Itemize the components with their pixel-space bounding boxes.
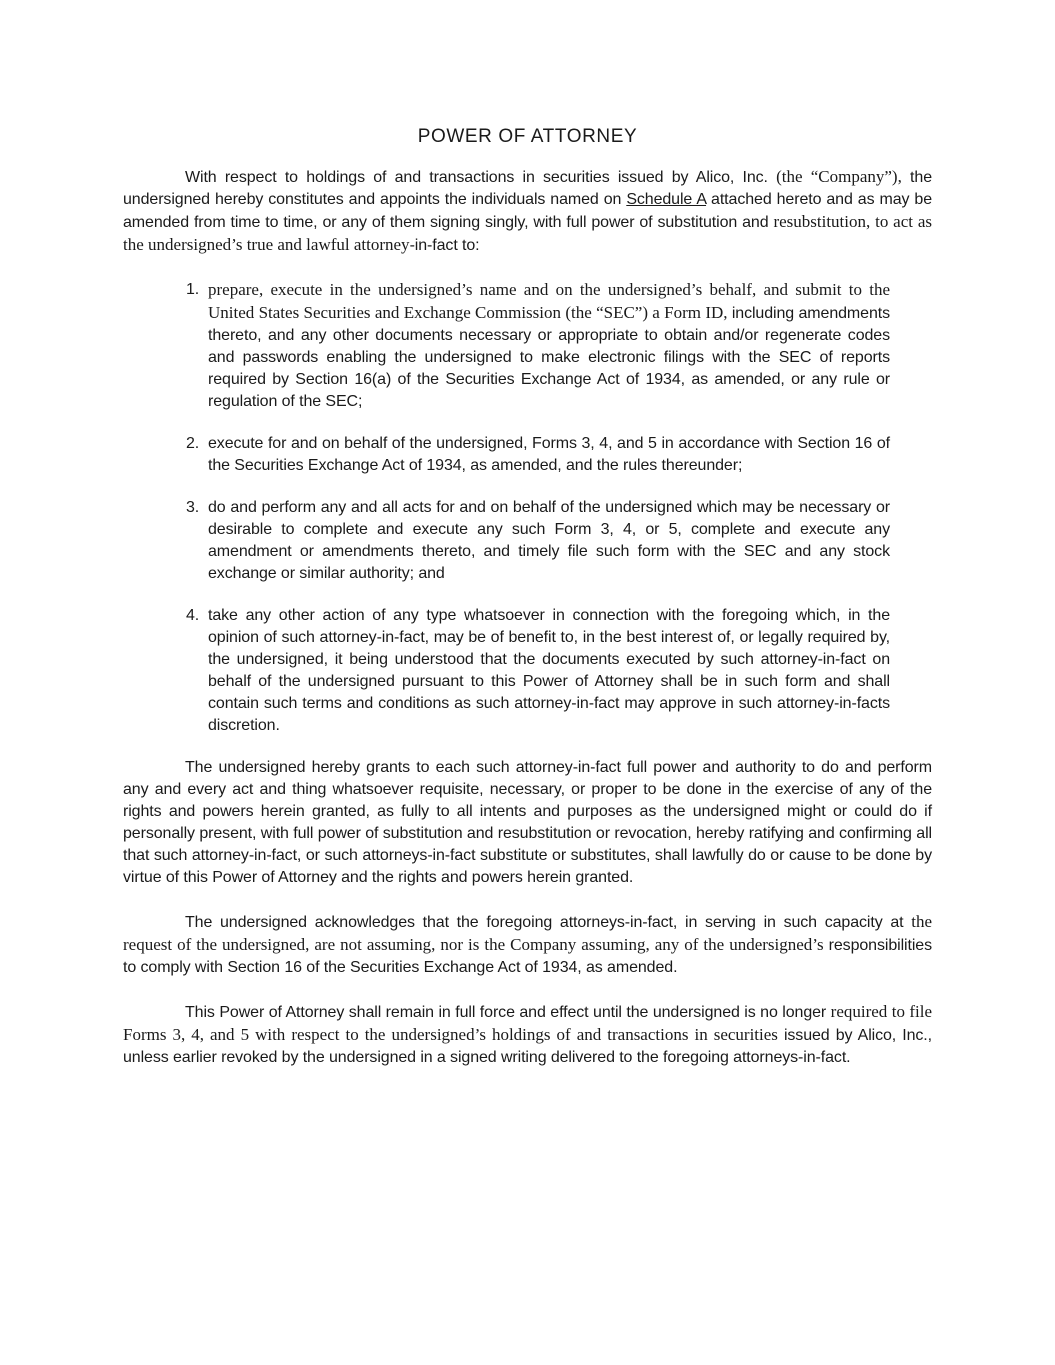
text-segment: This Power of Attorney shall remain in full force and effect until the undersigned is no longer [185,1004,831,1021]
text-segment: (the “Company”), [776,167,902,186]
text-segment: The undersigned hereby grants to each such attorney-in-fact full power and authority to do and perform any and every act and thing whatsoever requisite, necessary, or proper to be done in the exercise of any of the rights and powers herein granted, as fully to all intents and purposes as the undersigned might or could do if personally present, with full power of substitution and resubstitution or revocation, hereby ratifying and confirming all that such attorney-in-fact, or such attorneys-in-fact substitute or substitutes, shall lawfully do or cause to be done by virtue of this Power of Attorney and the rights and powers herein granted. [123,759,932,886]
text-segment: prepare, execute in the undersigned’s name and on the undersigned’s behalf, and submit to the United States Securities and Exchange Commission (the “SEC”) a Form ID, [208,280,890,322]
grant-of-authority-paragraph [123,757,932,889]
text-segment: attached hereto and as may be amended from time to time, or any of them signing singly, with full power of substitution and [123,191,932,231]
numbered-list [123,279,932,737]
text-segment: execute for and on behalf of the undersigned, Forms 3, 4, and 5 in accordance with Section 16 of the Securities Exchange Act of 1934, as amended, and the rules thereunder; [208,435,890,474]
list-item-text [208,435,890,474]
duration-paragraph [123,1001,932,1069]
text-segment: -in-fact to: [409,237,480,254]
list-item-text [208,282,890,410]
text-segment: take any other action of any type whatsoever in connection with the foregoing which, in the opinion of such attorney-in-fact, may be of benefit to, in the best interest of, or legally required by, the undersigned, it being understood that the documents executed by such attorney-in-fact on behalf of the undersigned pursuant to this Power of Attorney shall be in such form and shall contain such terms and conditions as such attorney-in-fact may approve in such attorney-in-facts discretion. [208,607,890,734]
text-segment: the undersigned hereby constitutes and appoints the individuals named on [123,169,933,208]
list-item-text [208,499,890,582]
text-segment: including amendments thereto, and any other documents necessary or appropriate to obtain and/or regenerate codes and passwords enabling the undersigned to make electronic filings with the SEC of reports required by Section 16(a) of the Securities Exchange Act of 1934, as amended, or any rule or regulation of the SEC; [208,305,890,410]
text-segment: The undersigned acknowledges that the foregoing attorneys-in-fact, in serving in such capacity at [185,914,912,931]
text-segment: resubstitution, to act as the undersigned’s true and lawful attorney [123,212,932,254]
list-item-4 [186,605,890,737]
text-segment: required to file Forms 3, 4, and 5 with respect to the undersigned’s holdings of and transactions in securities [123,1002,933,1044]
list-item-1 [186,279,890,413]
text-segment: the request of the undersigned, are not assuming, nor is the Company assuming, any of the undersigned’s [123,912,932,954]
list-item-number: 3. [186,499,200,516]
list-item-2 [186,433,890,477]
list-item-3 [186,497,890,585]
list-item-text [208,607,890,734]
list-item-number: 1. [186,281,200,298]
list-item-number: 2. [186,435,200,452]
text-segment: Schedule A [626,191,707,208]
text-segment: do and perform any and all acts for and on behalf of the undersigned which may be necessary or desirable to complete and execute any such Form 3, 4, or 5, complete and execute any amendment or amendments thereto, and timely file such form with the SEC and any stock exchange or similar authority; and [208,499,890,582]
text-segment: With respect to holdings of and transactions in securities issued by Alico, Inc. [185,169,777,186]
list-item-number: 4. [186,607,200,624]
document-title: POWER OF ATTORNEY [417,126,638,147]
acknowledgment-paragraph [123,911,932,979]
text-segment: issued by Alico, Inc., unless earlier revoked by the undersigned in a signed writing delivered to the foregoing attorneys-in-fact. [123,1027,932,1066]
intro-paragraph [123,166,932,257]
text-segment: responsibilities to comply with Section 16 of the Securities Exchange Act of 1934, as amended. [123,937,932,976]
